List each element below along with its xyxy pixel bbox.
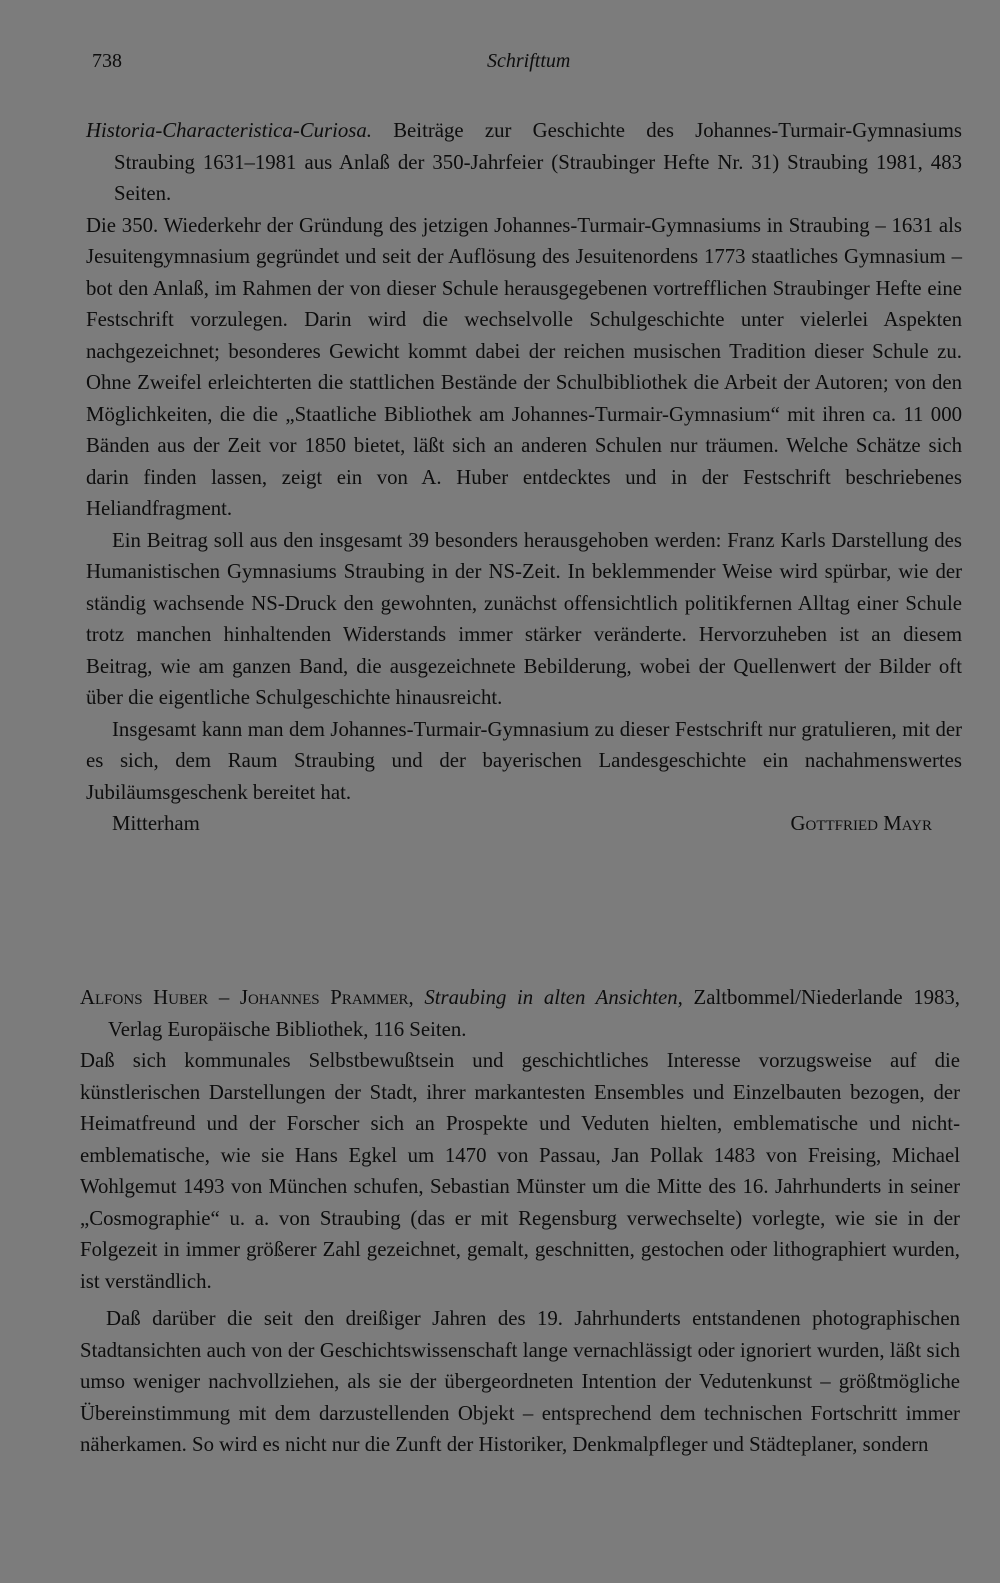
- review-1-citation-details: Beiträge zur Geschichte des Johannes-Turmair-Gymnasiums Straubing 1631–1981 aus Anlaß der 350-Jahrfeier (Straubinger Hefte Nr. 31) Straubing 1981, 483 Seiten.: [114, 119, 962, 205]
- page-header: [92, 50, 950, 80]
- review-entry-2: [80, 982, 960, 1461]
- review-1-paragraph: Insgesamt kann man dem Johannes-Turmair-Gymnasium zu dieser Festschrift nur gratulieren, mit der es sich, dem Raum Straubing und der bayerischen Landesgeschichte ein nachahmenswertes Jubiläumsgeschenk bereitet hat.: [86, 717, 962, 804]
- review-1-citation: [86, 115, 962, 210]
- review-1-paragraph: Die 350. Wiederkehr der Gründung des jetzigen Johannes-Turmair-Gymnasiums in Straubing – 1631 als Jesuitengymnasium gegründet und seit der Auflösung des Jesuitenordens 1773 staatliches Gymnasium – bot den Anlaß, im Rahmen der von dieser Schule herausgegebenen vortrefflichen Straubinger Hefte eine Festschrift vorzulegen. Darin wird die wechselvolle Schulgeschichte unter vielerlei Aspekten nachgezeichnet; besonderes Gewicht kommt dabei der reichen musischen Tradition dieser Schule zu. Ohne Zweifel erleichterten die stattlichen Bestände der Schulbibliothek die Arbeit der Autoren; von den Möglichkeiten, die die „Staatliche Bibliothek am Johannes-Turmair-Gymnasium“ mit ihren ca. 11 000 Bänden aus der Zeit vor 1850 bietet, läßt sich an anderen Schulen nur träumen. Welche Schätze sich darin finden lassen, zeigt ein von A. Huber entdecktes und in der Festschrift beschriebenes Heliandfragment.: [86, 213, 962, 520]
- review-2-citation: [80, 982, 960, 1045]
- reviewer-name: Gottfried Mayr: [790, 812, 932, 835]
- page-number: 738: [92, 50, 122, 72]
- review-2-citation-details: Zaltbommel/Niederlande 1983, Verlag Europäische Bibliothek, 116 Seiten.: [108, 986, 961, 1041]
- review-1-paragraph: Ein Beitrag soll aus den insgesamt 39 besonders herausgehoben werden: Franz Karls Darstellung des Humanistischen Gymnasiums Straubing in der NS-Zeit. In beklemmender Weise wird spürbar, wie der ständig wachsende NS-Druck den gewohnten, zunächst offensichtlich politikfernen Alltag einer Schule trotz manchen hinhaltenden Widerstands immer stärker veränderte. Hervorzuheben ist an diesem Beitrag, wie am ganzen Band, die ausgezeichnete Bebilderung, wobei der Quellenwert der Bilder oft über die eigentliche Schulgeschichte hinausreicht.: [86, 528, 962, 709]
- review-1-title: Historia-Characteristica-Curiosa.: [86, 119, 372, 142]
- review-2-paragraph: Daß sich kommunales Selbstbewußtsein und geschichtliches Interesse vorzugsweise auf die künstlerischen Darstellungen der Stadt, ihrer markantesten Ensembles und Einzelbauten bezogen, der Heimatfreund und der Forscher sich an Prospekte und Veduten hielten, emblematische und nicht-emblematische, wie sie Hans Egkel um 1470 von Passau, Jan Pollak 1483 von Freising, Michael Wohlgemut 1493 von München schufen, Sebastian Münster um die Mitte des 16. Jahrhunderts in seiner „Cosmographie“ u. a. von Straubing (das er mit Regensburg verwechselte) vorlegte, wie sie in der Folgezeit in immer größerer Zahl gezeichnet, gemalt, geschnitten, gestochen oder lithographiert wurden, ist verständlich.: [80, 1049, 960, 1293]
- reviewer-place: Mitterham: [112, 812, 200, 835]
- review-entry-1: [86, 115, 962, 840]
- review-2-paragraph: Daß darüber die seit den dreißiger Jahren des 19. Jahrhunderts entstandenen photographischen Stadtansichten auch von der Geschichtswissenschaft lange vernachlässigt oder ignoriert wurden, läßt sich umso weniger nachvollziehen, als sie der übergeordneten Intention der Vedutenkunst – größtmögliche Übereinstimmung mit dem darzustellenden Objekt – entsprechend dem technischen Fortschritt immer näherkamen. So wird es nicht nur die Zunft der Historiker, Denkmalpfleger und Städteplaner, sondern: [80, 1307, 960, 1456]
- review-2-authors: Alfons Huber – Johannes Prammer,: [80, 986, 414, 1009]
- review-2-title: Straubing in alten Ansichten,: [424, 986, 683, 1009]
- review-1-signature: [86, 808, 962, 840]
- running-title: Schrifttum: [487, 50, 571, 72]
